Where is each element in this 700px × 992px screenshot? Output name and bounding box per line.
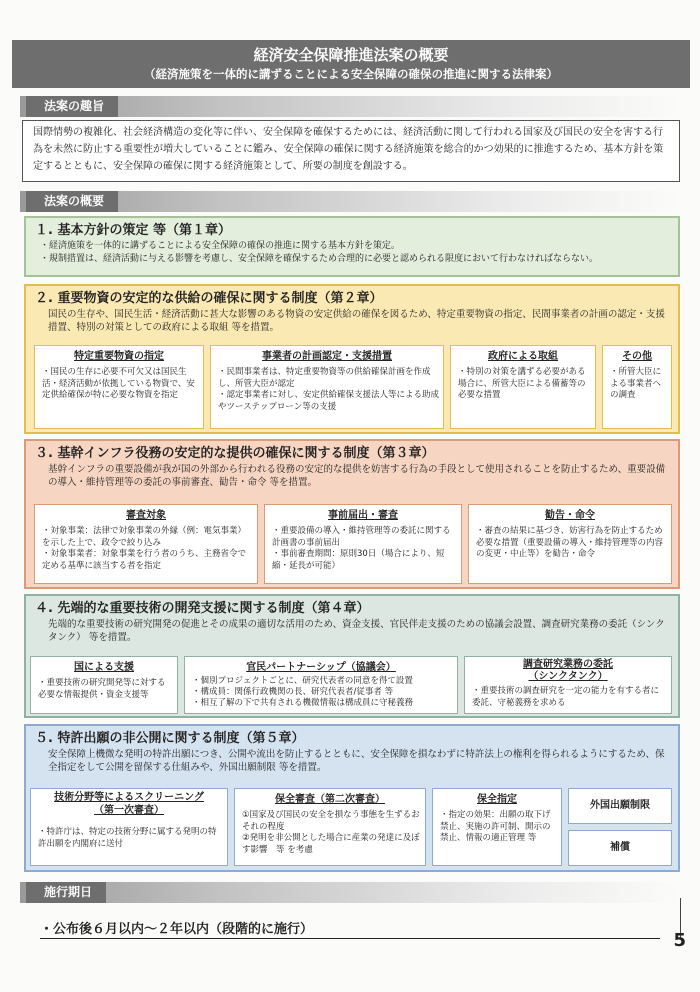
ch4-box-partnership-title: 官民パートナーシップ（協議会） bbox=[246, 662, 396, 673]
chapter-5-title: ５. 特許出願の非公開に関する制度（第５章） bbox=[35, 731, 305, 746]
ch3-box-recommendation-order-title: 勧告・命令 bbox=[545, 510, 595, 521]
ch3-box-recommendation-order bbox=[468, 504, 672, 584]
ch5-box-screening bbox=[30, 788, 228, 866]
section-heading-purpose: 法案の趣旨 bbox=[26, 96, 118, 117]
chapter-2-title: ２. 重要物資の安定的な供給の確保に関する制度（第２章） bbox=[35, 291, 383, 306]
ch5-box-security-review-title: 保全審査（第二次審査） bbox=[275, 794, 385, 805]
document-title: 経済安全保障推進法案の概要 bbox=[253, 46, 449, 64]
ch4-box-think-tank bbox=[464, 656, 672, 714]
chapter-1-bullet-2: ・規制措置は、経済活動に与える影響を考慮し、安全保障を確保するため合理的に必要と認められる限度において行わなければならない。 bbox=[40, 254, 599, 264]
ch5-box-screening-text: ・特許庁は、特定の技術分野に属する発明の特許出願を内閣府に送付 bbox=[38, 827, 217, 849]
chapter-2 bbox=[24, 284, 680, 434]
chapter-4 bbox=[24, 594, 680, 718]
ch4-box-national-support-title: 国による支援 bbox=[74, 662, 134, 673]
ch2-box-plan-certification-text: ・民間事業者は、特定重要物資等の供給確保計画を作成し、所管大臣が認定 ・認定事業者に対し、安定供給確保支援法人等による助成やツーステップローン等の支援 bbox=[218, 367, 440, 412]
ch3-box-prior-notification-title: 事前届出・審査 bbox=[328, 510, 398, 521]
ch4-box-national-support bbox=[30, 656, 178, 714]
ch3-box-recommendation-order-text: ・審査の結果に基づき、妨害行為を防止するため必要な措置（重要設備の導入・維持管理等の内容の変更・中止等）を勧告・命令 bbox=[476, 526, 664, 559]
chapter-1 bbox=[24, 216, 680, 277]
ch3-box-prior-notification bbox=[264, 504, 462, 584]
section-heading-overview: 法案の概要 bbox=[26, 191, 118, 212]
ch4-box-think-tank-title: 調査研究業務の委託 （シンクタンク） bbox=[523, 659, 613, 682]
section-bar-purpose bbox=[20, 96, 680, 117]
enforcement-date: ・公布後６月以内～２年以内（段階的に施行） bbox=[40, 918, 660, 939]
chapter-2-lead: 国民の生存や、国民生活・経済活動に甚大な影響のある物資の安定供給の確保を図るため、特定重要物資の指定、民間事業者の計画の認定・支援措置、特別の対策としての政府による取組 等を措置。 bbox=[48, 309, 665, 333]
ch3-box-review-scope-title: 審査対象 bbox=[126, 510, 166, 521]
page-number: 5 bbox=[673, 930, 686, 951]
chapter-3-lead: 基幹インフラの重要設備が我が国の外部から行われる役務の安定的な提供を妨害する行為の手段として使用されることを防止するため、重要設備の導入・維持管理等の委託の事前審査、勧告・命令 等を措置。 bbox=[48, 464, 666, 488]
section-bar-overview bbox=[20, 191, 680, 212]
ch5-box-foreign-filing-restriction bbox=[568, 788, 672, 824]
ch5-box-security-designation bbox=[432, 788, 562, 866]
ch5-box-security-review-text: ①国家及び国民の安全を損なう事態を生ずるおそれの程度 ②発明を非公開とした場合に産業の発達に及ぼす影響 等 を考慮 bbox=[242, 810, 420, 855]
chapter-4-lead: 先端的な重要技術の研究開発の促進とその成果の適切な活用のため、資金支援、官民伴走支援のための協議会設置、調査研究業務の委託（シンクタンク） 等を措置。 bbox=[48, 619, 665, 643]
ch2-box-other bbox=[602, 345, 672, 429]
chapter-5-lead: 安全保障上機微な発明の特許出願につき、公開や流出を防止するとともに、安全保障を損なわずに特許法上の権利を得られるようにするため、保全指定をして公開を留保する仕組みや、外国出願制限 等を措置。 bbox=[48, 749, 665, 773]
ch5-box-security-review bbox=[234, 788, 426, 866]
chapter-1-bullet-1: ・経済施策を一体的に講ずることによる安全保障の確保の推進に関する基本方針を策定。 bbox=[40, 241, 401, 251]
ch3-box-prior-notification-text: ・重要設備の導入・維持管理等の委託に関する計画書の事前届出 ・事前審査期間：原則30日（場合により、短縮・延長が可能） bbox=[272, 526, 451, 571]
document-title-bar bbox=[12, 40, 690, 88]
ch3-box-review-scope bbox=[34, 504, 258, 584]
ch5-box-foreign-filing-restriction-title: 外国出願制限 bbox=[590, 800, 650, 811]
chapter-1-title: １. 基本方針の策定 等（第１章） bbox=[35, 223, 231, 238]
ch2-box-plan-certification bbox=[210, 345, 444, 429]
ch5-box-compensation-title: 補償 bbox=[610, 842, 630, 853]
ch5-box-security-designation-text: ・指定の効果：出願の取下げ禁止、実施の許可制、開示の禁止、情報の適正管理 等 bbox=[440, 810, 551, 843]
purpose-text: 国際情勢の複雑化、社会経済構造の変化等に伴い、安全保障を確保するためには、経済活動に関して行われる国家及び国民の安全を害する行為を未然に防止する重要性が増大していることに鑑み、安全保障の確保に関する経済施策を総合的かつ効果的に推進するため、基本方針を策定するとともに、安全保障の確保に関する経済施策として、所要の制度を創設する。 bbox=[22, 120, 680, 182]
ch2-box-other-title: その他 bbox=[622, 351, 652, 362]
ch2-box-designation-title: 特定重要物資の指定 bbox=[74, 351, 164, 362]
section-heading-enforcement: 施行期日 bbox=[26, 882, 106, 903]
ch4-box-partnership-text: ・個別プロジェクトごとに、研究代表者の同意を得て設置 ・構成員：関係行政機関の長、研究代表者/従事者 等 ・相互了解の下で共有される機微情報は構成員に守秘義務 bbox=[192, 676, 414, 708]
ch2-box-government bbox=[450, 345, 596, 429]
section-bar-enforcement bbox=[20, 882, 680, 903]
chapter-5 bbox=[24, 724, 680, 872]
ch2-box-plan-certification-title: 事業者の計画認定・支援措置 bbox=[262, 351, 392, 362]
chapter-3 bbox=[24, 439, 680, 589]
ch3-box-review-scope-text: ・対象事業：法律で対象事業の外縁（例：電気事業）を示した上で、政令で絞り込み ・対象事業者：対象事業を行う者のうち、主務省令で定める基準に該当する者を指定 bbox=[42, 526, 247, 571]
ch4-box-national-support-text: ・重要技術の研究開発等に対する必要な情報提供・資金支援等 bbox=[38, 678, 166, 700]
ch4-box-partnership bbox=[184, 656, 458, 714]
chapter-4-title: ４. 先端的な重要技術の開発支援に関する制度（第４章） bbox=[35, 601, 370, 616]
ch2-box-designation-text: ・国民の生存に必要不可欠又は国民生活・経済活動が依拠している物資で、安定供給確保が特に必要な物資を指定 bbox=[42, 367, 195, 400]
ch5-box-compensation bbox=[568, 830, 672, 866]
ch2-box-government-title: 政府による取組 bbox=[488, 351, 558, 362]
ch2-box-other-text: ・所管大臣による事業者への調査 bbox=[610, 367, 662, 400]
chapter-3-title: ３. 基幹インフラ役務の安定的な提供の確保に関する制度（第３章） bbox=[35, 446, 435, 461]
ch5-box-security-designation-title: 保全指定 bbox=[477, 794, 517, 805]
ch5-box-screening-title: 技術分野等によるスクリーニング （第一次審査） bbox=[54, 792, 204, 816]
ch2-box-designation bbox=[34, 345, 204, 429]
ch4-box-think-tank-text: ・重要技術の調査研究を一定の能力を有する者に委託、守秘義務を求める bbox=[472, 686, 660, 708]
ch2-box-government-text: ・特別の対策を講ずる必要がある場合に、所管大臣による備蓄等の必要な措置 bbox=[458, 367, 586, 400]
document-subtitle: （経済施策を一体的に講ずることによる安全保障の確保の推進に関する法律案） bbox=[144, 67, 558, 81]
